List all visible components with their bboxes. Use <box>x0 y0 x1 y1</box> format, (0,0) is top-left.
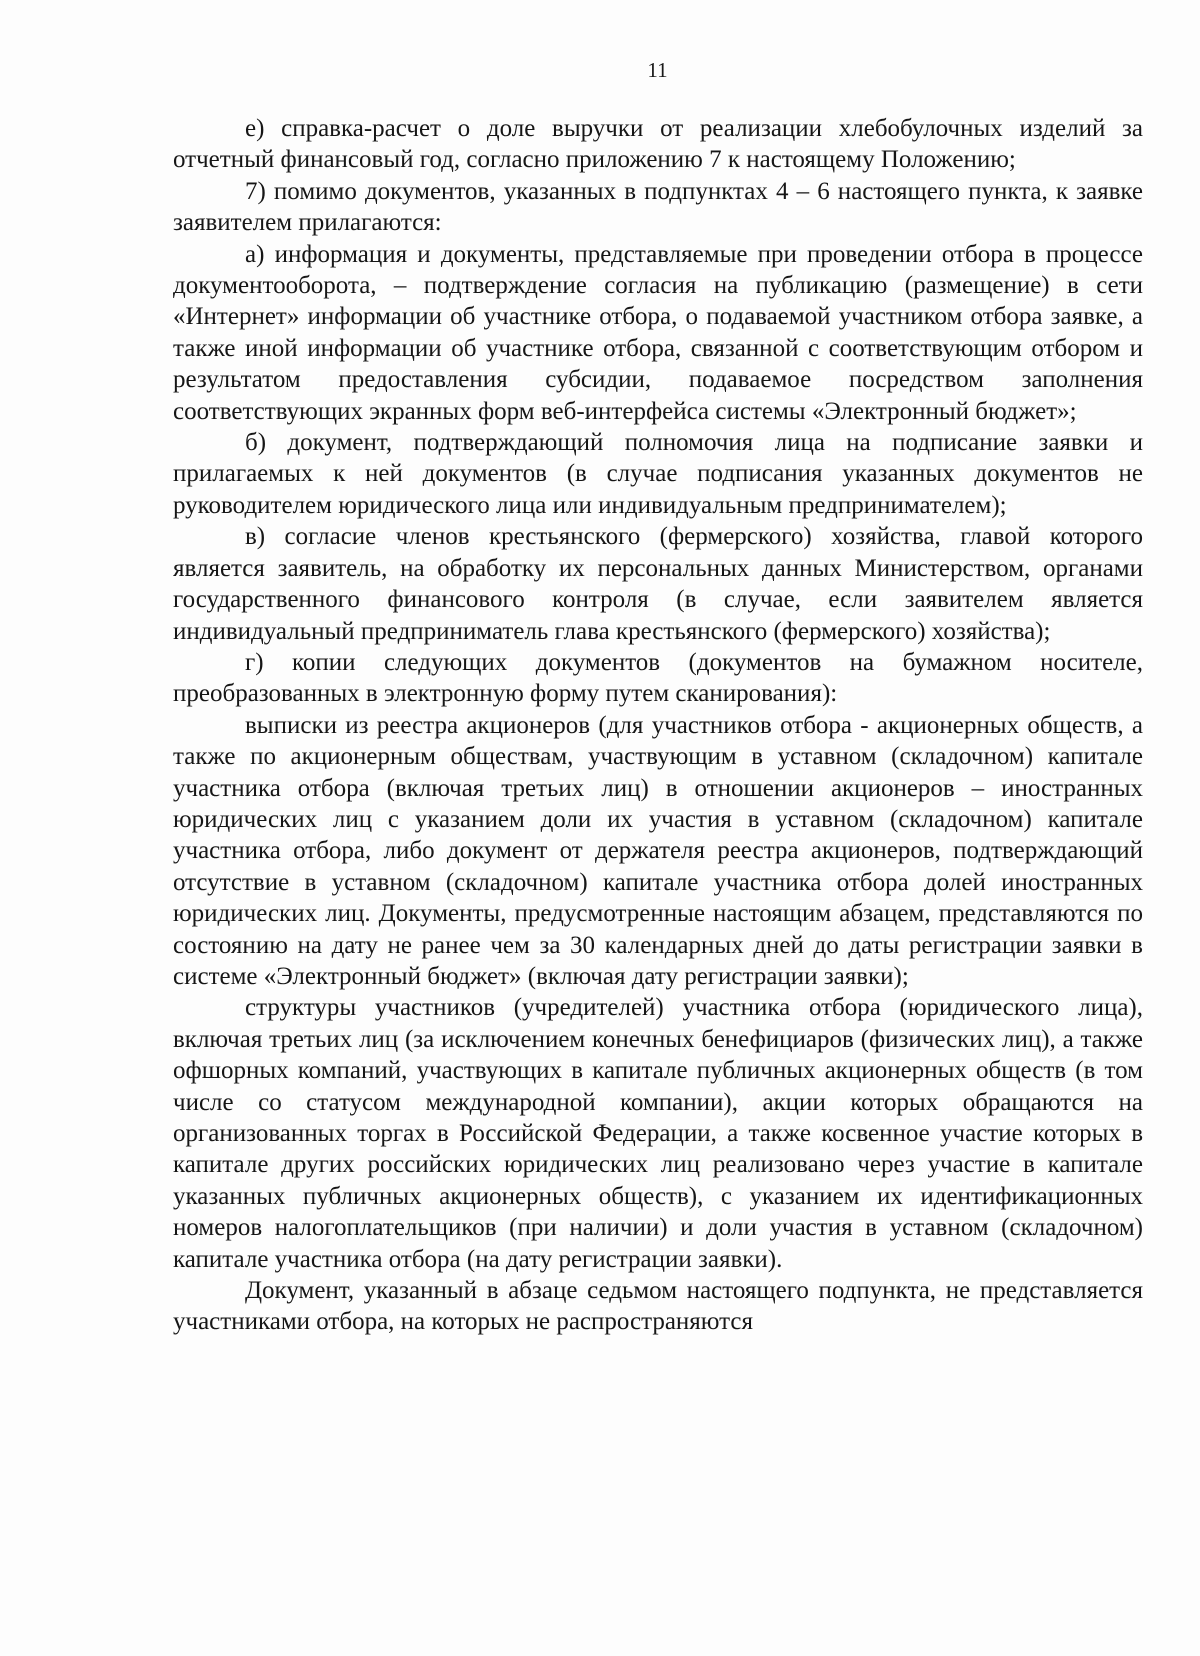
page-number: 11 <box>647 58 668 82</box>
paragraph-participant-structure: структуры участников (учредителей) участника отбора (юридического лица), включая третьих лиц (за исключением конечных бенефициаров (физических лиц), а также офшорных компаний, участвующих в капитале публичных акционерных обществ (в том числе со статусом международной компании), акции которых обращаются на организованных торгах в Российской Федерации, а также косвенное участие которых в капитале других российских юридических лиц реализовано через участие в капитале указанных публичных акционерных обществ), с указанием их идентификационных номеров налогоплательщиков (при наличии) и доли участия в уставном (складочном) капитале участника отбора (на дату регистрации заявки). <box>173 994 1143 1273</box>
paragraph-a-consent-publication: а) информация и документы, представляемые при проведении отбора в процессе документооборота, – подтверждение согласия на публикацию (размещение) в сети «Интернет» информации об участнике отбора, о подаваемой участником отбора заявке, а также иной информации об участнике отбора, связанной с соответствующим отбором и результатом предоставления субсидии, подаваемое посредством заполнения соответствующих экранных форм веб-интерфейса системы «Электронный бюджет»; <box>173 240 1143 425</box>
paragraph-shareholder-register-extracts: выписки из реестра акционеров (для участников отбора - акционерных обществ, а также по акционерным обществам, участвующим в уставном (складочном) капитале участника отбора (включая третьих лиц) в отношении акционеров – иностранных юридических лиц с указанием доли их участия в уставном (складочном) капитале участника отбора, либо документ от держателя реестра акционеров, подтверждающий отсутствие в уставном (складочном) капитале участника отбора долей иностранных юридических лиц. Документы, предусмотренные настоящим абзацем, представляются по состоянию на дату не ранее чем за 30 календарных дней до даты регистрации заявки в системе «Электронный бюджет» (включая дату регистрации заявки); <box>173 711 1143 990</box>
document-body <box>173 113 1143 1338</box>
paragraph-document-not-required: Документ, указанный в абзаце седьмом настоящего подпункта, не представляется участниками отбора, на которых не распространяются <box>173 1277 1143 1336</box>
paragraph-7-attachments: 7) помимо документов, указанных в подпунктах 4 – 6 настоящего пункта, к заявке заявителем прилагаются: <box>173 177 1143 237</box>
paragraph-e-spravka-raschet: е) справка-расчет о доле выручки от реализации хлебобулочных изделий за отчетный финансовый год, согласно приложению 7 к настоящему Положению; <box>173 115 1143 174</box>
paragraph-b-authority-document: б) документ, подтверждающий полномочия лица на подписание заявки и прилагаемых к ней документов (в случае подписания указанных документов не руководителем юридического лица или индивидуальным предпринимателем); <box>173 429 1143 519</box>
paragraph-g-document-copies: г) копии следующих документов (документов на бумажном носителе, преобразованных в электронную форму путем сканирования): <box>173 648 1143 708</box>
paragraph-v-farm-members-consent: в) согласие членов крестьянского (фермерского) хозяйства, главой которого является заявитель, на обработку их персональных данных Министерством, органами государственного финансового контроля (в случае, если заявителем является индивидуальный предприниматель глава крестьянского (фермерского) хозяйства); <box>173 523 1143 645</box>
